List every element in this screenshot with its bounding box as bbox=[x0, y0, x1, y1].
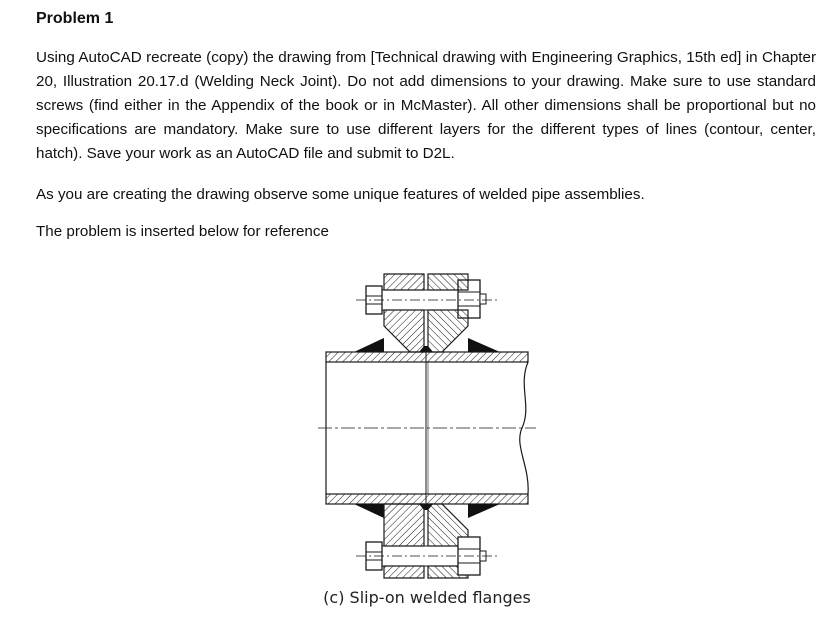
top-weld-right bbox=[468, 338, 500, 352]
pipe-wall-top bbox=[326, 352, 528, 362]
bottom-weld-right bbox=[468, 504, 500, 518]
bottom-flange-left bbox=[384, 504, 424, 578]
problem-title: Problem 1 bbox=[36, 10, 114, 27]
instructions-paragraph: Using AutoCAD recreate (copy) the drawing from [Technical drawing with Engineering Graphics, 15th ed] in Chapter 20, Illustration 20.17.d (Welding Neck Joint). Do not add dimensions to your drawing. Make sure to use standard screws (find either in the Appendix of the book or in McMaster). All other dimensions shall be proportional but no specifications are mandatory. Make sure to use different layers for the different types of lines (contour, center, hatch). Save your work as an AutoCAD file and submit to D2L. bbox=[36, 49, 816, 162]
top-weld-left bbox=[354, 338, 384, 352]
pipe-bore bbox=[318, 352, 536, 504]
pipe-wall-bottom bbox=[326, 494, 528, 504]
top-flange-right bbox=[428, 274, 468, 352]
bottom-weld-left bbox=[354, 504, 384, 518]
observation-paragraph: As you are creating the drawing observe some unique features of welded pipe assemblies. bbox=[36, 186, 645, 203]
top-flange-left bbox=[384, 274, 424, 352]
figure-caption: (c) Slip-on welded flanges bbox=[323, 588, 531, 607]
reference-paragraph: The problem is inserted below for reference bbox=[36, 223, 329, 240]
flange-drawing bbox=[318, 266, 536, 584]
